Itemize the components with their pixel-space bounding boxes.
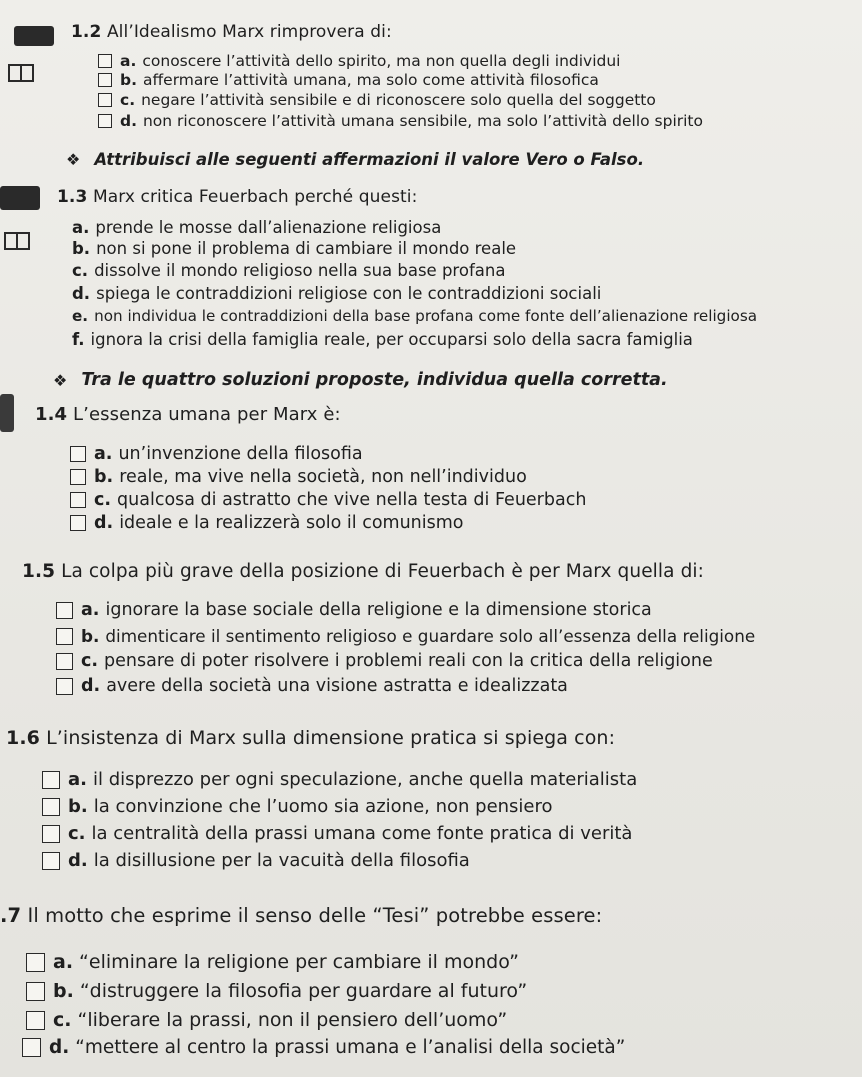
option-1-3-b: b. non si pone il problema di cambiare il mondo reale bbox=[72, 239, 517, 258]
question-1-7 bbox=[0, 904, 602, 927]
option-text: pensare di poter risolvere i problemi reali con la critica della religione bbox=[104, 651, 713, 671]
option-1-2-d: d. non riconoscere l’attività umana sensibile, ma solo l’attività dello spirito bbox=[98, 112, 703, 130]
option-1-3-d: d. spiega le contraddizioni religiose con le contraddizioni sociali bbox=[72, 284, 602, 303]
option-1-3-a: a. prende le mosse dall’alienazione religiosa bbox=[72, 218, 442, 237]
answer-checkbox[interactable] bbox=[98, 73, 112, 87]
option-text: la disillusione per la vacuità della filosofia bbox=[93, 850, 470, 871]
option-text: qualcosa di astratto che vive nella testa di Feuerbach bbox=[117, 490, 587, 510]
answer-checkbox[interactable] bbox=[56, 653, 73, 670]
answer-checkbox[interactable] bbox=[70, 515, 86, 531]
answer-checkbox[interactable] bbox=[26, 953, 45, 972]
option-1-4-c: c. qualcosa di astratto che vive nella testa di Feuerbach bbox=[70, 490, 586, 510]
instruction-true-false: ❖ Attribuisci alle seguenti affermazioni il valore Vero o Falso. bbox=[66, 150, 645, 169]
margin-marker-q12 bbox=[14, 26, 54, 46]
option-text: “eliminare la religione per cambiare il mondo” bbox=[79, 951, 519, 973]
question-number: 1.5 bbox=[22, 561, 56, 582]
option-text: “mettere al centro la prassi umana e l’analisi della società” bbox=[75, 1037, 626, 1058]
question-1-2 bbox=[71, 22, 392, 42]
diamond-bullet-icon: ❖ bbox=[66, 150, 81, 169]
option-1-6-b: b. la convinzione che l’uomo sia azione, non pensiero bbox=[42, 796, 553, 817]
option-text: prende le mosse dall’alienazione religiosa bbox=[95, 218, 442, 237]
option-text: la centralità della prassi umana come fonte pratica di verità bbox=[91, 823, 633, 844]
option-text: “distruggere la filosofia per guardare al futuro” bbox=[79, 980, 528, 1002]
option-text: ignorare la base sociale della religione e la dimensione storica bbox=[105, 600, 652, 620]
option-1-6-a: a. il disprezzo per ogni speculazione, anche quella materialista bbox=[42, 769, 637, 790]
question-text: La colpa più grave della posizione di Feuerbach è per Marx quella di: bbox=[61, 561, 704, 582]
option-text: un’invenzione della filosofia bbox=[118, 444, 363, 464]
question-number: 1.3 bbox=[57, 187, 88, 207]
option-text: non riconoscere l’attività umana sensibile, ma solo l’attività dello spirito bbox=[142, 112, 703, 130]
answer-checkbox[interactable] bbox=[70, 492, 86, 508]
option-1-3-f: f. ignora la crisi della famiglia reale, per occuparsi solo della sacra famiglia bbox=[72, 330, 693, 349]
question-text: All’Idealismo Marx rimprovera di: bbox=[106, 22, 392, 42]
option-1-5-c: c. pensare di poter risolvere i problemi reali con la critica della religione bbox=[56, 651, 713, 671]
question-text: L’essenza umana per Marx è: bbox=[73, 404, 341, 425]
question-text: L’insistenza di Marx sulla dimensione pratica si spiega con: bbox=[46, 727, 616, 749]
diamond-bullet-icon: ❖ bbox=[53, 370, 68, 390]
question-number: 1.2 bbox=[71, 22, 102, 42]
option-text: il disprezzo per ogni speculazione, anche quella materialista bbox=[92, 769, 638, 790]
answer-checkbox[interactable] bbox=[56, 628, 73, 645]
option-text: dimenticare il sentimento religioso e guardare solo all’essenza della religione bbox=[105, 626, 756, 646]
option-1-2-b: b. affermare l’attività umana, ma solo come attività filosofica bbox=[98, 71, 599, 89]
answer-checkbox[interactable] bbox=[42, 825, 60, 843]
answer-checkbox[interactable] bbox=[42, 771, 60, 789]
question-number: 1.6 bbox=[6, 727, 40, 749]
question-number: 1.4 bbox=[35, 404, 68, 425]
question-text: Il motto che esprime il senso delle “Tesi” potrebbe essere: bbox=[27, 904, 603, 927]
answer-checkbox[interactable] bbox=[70, 469, 86, 485]
answer-checkbox[interactable] bbox=[26, 982, 45, 1001]
option-text: avere della società una visione astratta e idealizzata bbox=[106, 676, 568, 696]
option-text: la convinzione che l’uomo sia azione, non pensiero bbox=[93, 796, 553, 817]
answer-checkbox[interactable] bbox=[42, 798, 60, 816]
answer-checkbox[interactable] bbox=[42, 852, 60, 870]
option-text: ideale e la realizzerà solo il comunismo bbox=[119, 513, 464, 533]
question-text: Marx critica Feuerbach perché questi: bbox=[92, 187, 418, 207]
option-1-2-c: c. negare l’attività sensibile e di riconoscere solo quella del soggetto bbox=[98, 91, 656, 109]
option-text: ignora la crisi della famiglia reale, per occuparsi solo della sacra famiglia bbox=[90, 330, 693, 349]
answer-checkbox[interactable] bbox=[98, 54, 112, 68]
option-text: spiega le contraddizioni religiose con le contraddizioni sociali bbox=[96, 284, 602, 303]
option-1-5-d: d. avere della società una visione astratta e idealizzata bbox=[56, 676, 568, 696]
option-1-5-b: b. dimenticare il sentimento religioso e guardare solo all’essenza della religione bbox=[56, 626, 755, 646]
option-text: conoscere l’attività dello spirito, ma non quella degli individui bbox=[142, 52, 621, 70]
question-1-3 bbox=[57, 187, 417, 207]
answer-checkbox[interactable] bbox=[70, 446, 86, 462]
answer-checkbox[interactable] bbox=[98, 114, 112, 128]
option-text: non individua le contraddizioni della base profana come fonte dell’alienazione religiosa bbox=[94, 307, 758, 325]
answer-checkbox[interactable] bbox=[56, 678, 73, 695]
option-1-4-a: a. un’invenzione della filosofia bbox=[70, 444, 363, 464]
question-1-4 bbox=[35, 404, 341, 425]
question-number: .7 bbox=[0, 904, 22, 927]
option-1-7-d: d. “mettere al centro la prassi umana e l’analisi della società” bbox=[22, 1037, 625, 1058]
option-text: non si pone il problema di cambiare il mondo reale bbox=[96, 239, 517, 258]
book-icon bbox=[4, 232, 30, 250]
answer-checkbox[interactable] bbox=[98, 93, 112, 107]
instruction-choose-correct: ❖ Tra le quattro soluzioni proposte, individua quella corretta. bbox=[53, 370, 668, 390]
option-text: negare l’attività sensibile e di riconoscere solo quella del soggetto bbox=[141, 91, 656, 109]
margin-marker-q14 bbox=[0, 394, 14, 432]
option-1-6-c: c. la centralità della prassi umana come fonte pratica di verità bbox=[42, 823, 632, 844]
option-1-7-a: a. “eliminare la religione per cambiare il mondo” bbox=[26, 951, 519, 973]
option-text: “liberare la prassi, non il pensiero dell’uomo” bbox=[77, 1009, 508, 1031]
option-1-3-c: c. dissolve il mondo religioso nella sua base profana bbox=[72, 261, 506, 280]
answer-checkbox[interactable] bbox=[22, 1038, 41, 1057]
option-text: reale, ma vive nella società, non nell’individuo bbox=[119, 467, 527, 487]
option-1-4-d: d. ideale e la realizzerà solo il comunismo bbox=[70, 513, 464, 533]
margin-marker-q13 bbox=[0, 186, 40, 210]
option-1-7-b: b. “distruggere la filosofia per guardare al futuro” bbox=[26, 980, 527, 1002]
option-1-6-d: d. la disillusione per la vacuità della filosofia bbox=[42, 850, 470, 871]
option-text: dissolve il mondo religioso nella sua base profana bbox=[94, 261, 506, 280]
option-1-2-a: a. conoscere l’attività dello spirito, ma non quella degli individui bbox=[98, 52, 620, 70]
option-text: affermare l’attività umana, ma solo come attività filosofica bbox=[142, 71, 599, 89]
question-1-5 bbox=[22, 561, 704, 582]
answer-checkbox[interactable] bbox=[56, 602, 73, 619]
option-1-4-b: b. reale, ma vive nella società, non nell’individuo bbox=[70, 467, 527, 487]
option-1-3-e: e. non individua le contraddizioni della base profana come fonte dell’alienazione religiosa bbox=[72, 307, 758, 325]
answer-checkbox[interactable] bbox=[26, 1011, 45, 1030]
option-1-7-c: c. “liberare la prassi, non il pensiero dell’uomo” bbox=[26, 1009, 507, 1031]
book-icon bbox=[8, 64, 34, 82]
option-1-5-a: a. ignorare la base sociale della religione e la dimensione storica bbox=[56, 600, 652, 620]
question-1-6 bbox=[6, 727, 615, 749]
